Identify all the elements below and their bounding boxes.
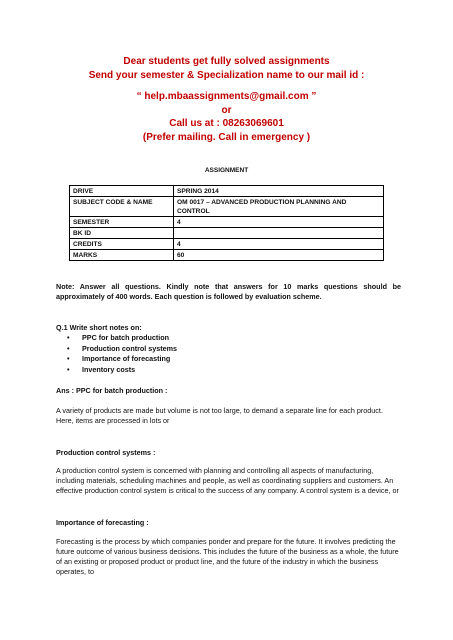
answer-heading: Ans : PPC for batch production : [56,386,168,395]
table-row [70,239,384,250]
question-1-title: Q.1 Write short notes on: [56,323,142,332]
list-item-text: PPC for batch production [82,333,170,342]
list-item [56,354,401,365]
header-email[interactable]: “ help.mbaassignments@gmail.com ” [136,91,317,102]
header-phone[interactable]: Call us at : 08263069601 [169,118,284,129]
header-line-1: Dear students get fully solved assignments [123,56,330,67]
table-key: MARKS [70,250,174,261]
table-row [70,186,384,197]
table-key: SUBJECT CODE & NAME [70,197,174,217]
bullet-icon: • [67,354,70,363]
table-value: 4 [174,217,384,228]
table-row [70,217,384,228]
header-or: or [221,104,232,116]
bullet-icon: • [67,343,70,353]
list-item-text: Inventory costs [82,364,136,374]
paragraph-forecasting: Forecasting is the process by which companies ponder and prepare for the future. It involves predicting the future outcome of various business decisions. This includes the future of the business as a whole, the future of an existing or proposed product or product line, and the future of the industry in which the business operates, to [56,537,399,576]
assignment-title: ASSIGNMENT [204,167,249,174]
list-item [56,333,401,344]
list-item [56,344,401,355]
instructions-note: Note: Answer all questions. Kindly note that answers for 10 marks questions should be approximately of 400 words. Each question is followed by evaluation scheme. [56,282,401,301]
table-row [70,197,384,217]
list-item-text: Importance of forecasting [82,354,171,363]
paragraph-production-control: A production control system is concerned with planning and controlling all aspects of manufacturing, including materials, scheduling machines and people, as well as coordinating suppliers and customers. An effective production control system is critical to the success of any company. A control system is a device, or [56,466,399,495]
heading-forecasting: Importance of forecasting : [56,518,149,527]
question-1 [56,323,401,375]
list-item-text: Production control systems [82,343,178,353]
table-value: 60 [174,250,384,261]
header-line-2: Send your semester & Specialization name to our mail id : [88,69,365,81]
table-value: SPRING 2014 [174,186,384,197]
list-item [56,365,401,376]
assignment-info-table [69,185,384,261]
paragraph-batch-production: A variety of products are made but volume is not too large, to demand a separate line for each product. Here, items are processed in lots or [56,406,383,425]
table-row [70,228,384,239]
table-value: 4 [174,239,384,250]
table-key: DRIVE [70,186,174,197]
bullet-icon: • [67,364,70,374]
bullet-icon: • [67,333,70,342]
contact-header [0,55,453,144]
table-key: SEMESTER [70,217,174,228]
table-row [70,250,384,261]
table-value: OM 0017 – ADVANCED PRODUCTION PLANNING AND CONTROL [174,197,384,217]
question-1-list [56,333,401,375]
table-value [174,228,384,239]
heading-production-control: Production control systems : [56,448,156,457]
header-note: (Prefer mailing. Call in emergency ) [142,131,311,143]
table-key: BK ID [70,228,174,239]
table-key: CREDITS [70,239,174,250]
